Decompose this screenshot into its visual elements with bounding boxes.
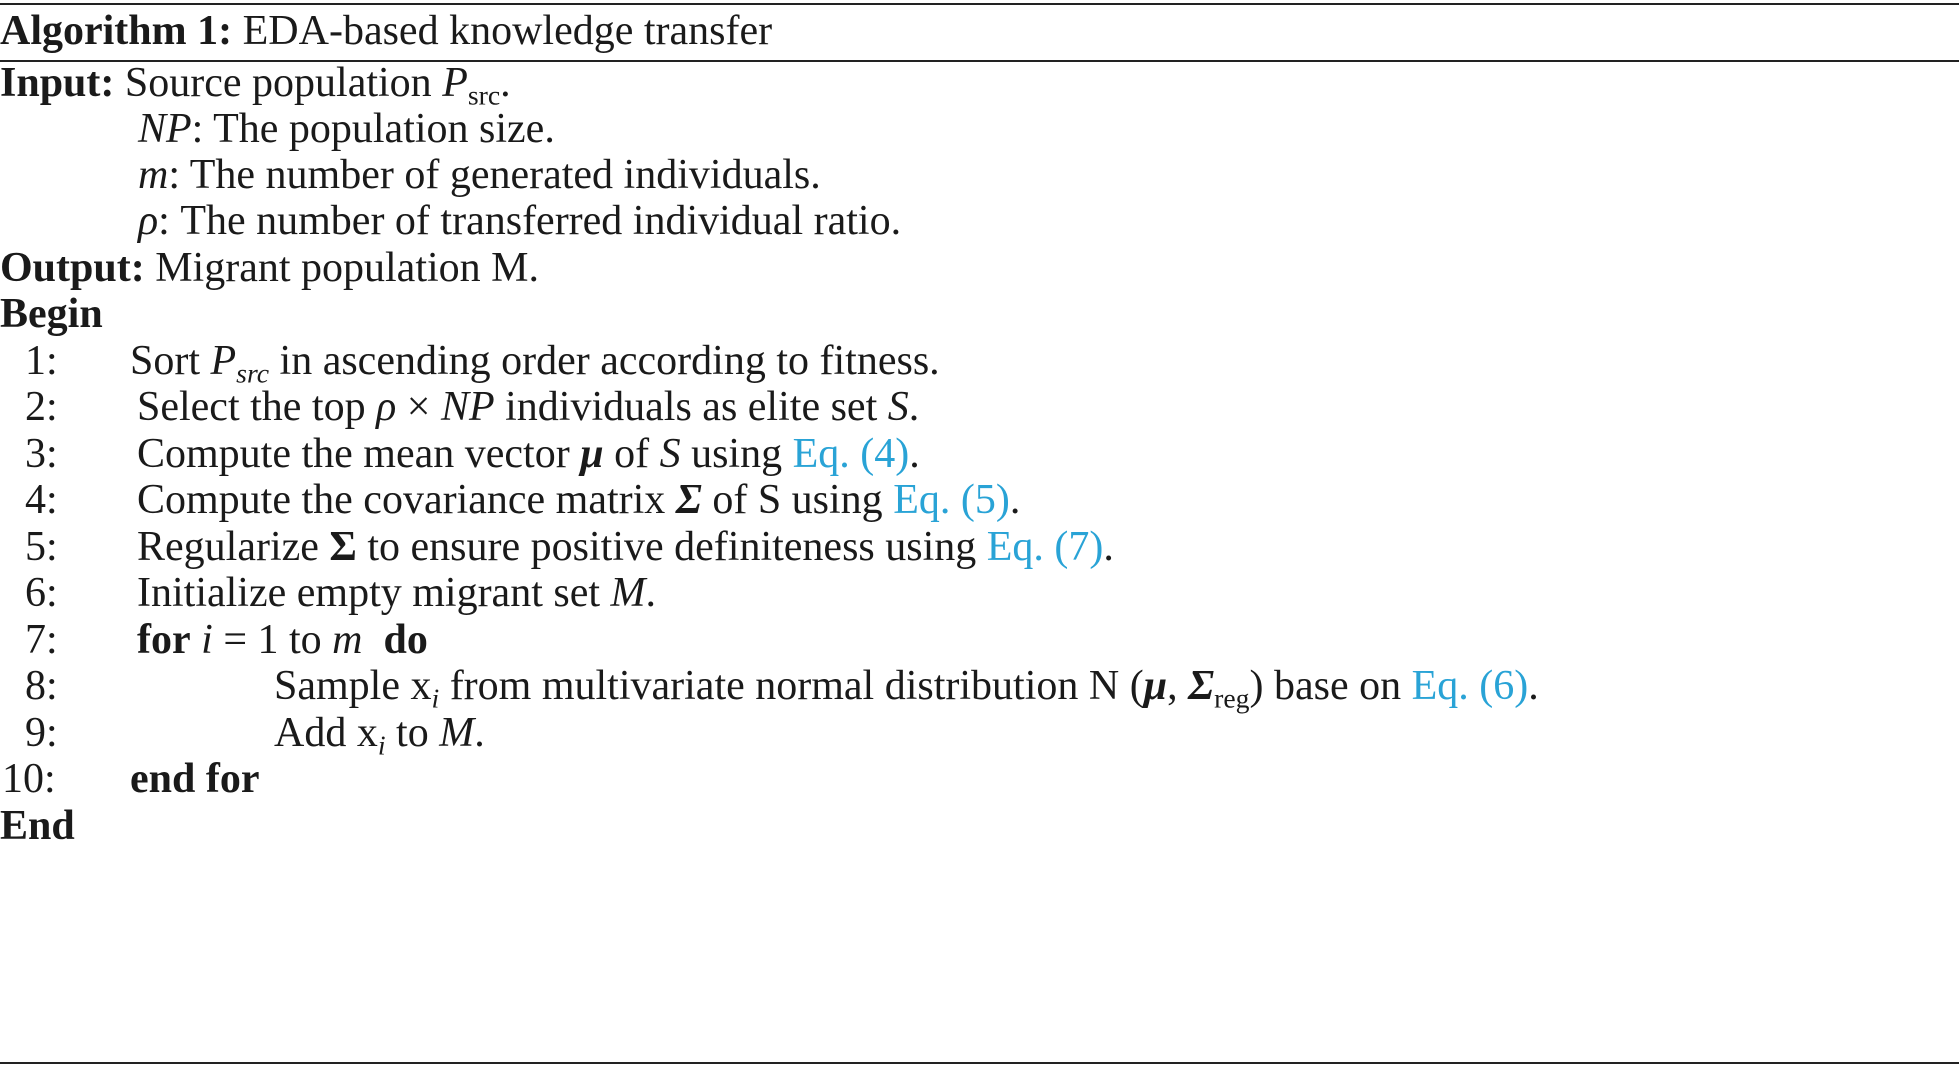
step-2: 2: Select the top ρ × NP individuals as elite set S. <box>25 384 920 430</box>
end-keyword: End <box>0 803 75 849</box>
do-keyword: do <box>383 617 428 663</box>
step-number: 2: <box>25 384 58 430</box>
step-number: 3: <box>25 431 58 477</box>
top-rule <box>0 3 1959 5</box>
step-number: 5: <box>25 524 58 570</box>
sigma-symbol: Σ <box>1188 663 1215 709</box>
step-10 <box>0 754 1959 804</box>
input-line: Input: Source population $P_{src}$. <box>0 60 511 111</box>
param-np: NP: The population size. <box>138 106 555 152</box>
step-number: 1: <box>25 338 58 384</box>
sigma-symbol: Σ <box>675 477 702 523</box>
for-keyword: for <box>137 617 191 663</box>
algorithm-label: Algorithm 1: <box>0 8 233 54</box>
step-6: 6: Initialize empty migrant set M. <box>25 570 657 616</box>
step-number: 10: <box>2 756 56 802</box>
step-4: 4: Compute the covariance matrix Σ of S using Eq. (5). <box>25 477 1021 523</box>
output-line: Output: Migrant population M. <box>0 245 540 291</box>
sigma-symbol: Σ <box>329 524 357 570</box>
step-1: 1: Sort $P_{src}$ in ascending order according to fitness. <box>25 338 940 389</box>
algorithm-header <box>0 6 772 56</box>
param-rho: ρ: The number of transferred individual ratio. <box>138 198 902 244</box>
bottom-rule <box>0 1062 1959 1064</box>
mu-symbol: μ <box>580 431 604 477</box>
step-8: 8: Sample $x_i$ from multivariate normal distribution N (μ, $\Sigma_{reg}$) base on Eq. (6). <box>25 663 1539 714</box>
step-number: 7: <box>25 617 58 663</box>
step-number: 8: <box>25 663 58 709</box>
input-label: Input: <box>0 60 115 106</box>
eq-4-link[interactable]: Eq. (4) <box>792 431 910 477</box>
step-number: 9: <box>25 710 58 756</box>
step-7: 7: for i = 1 to m do <box>25 617 428 663</box>
output-label: Output: <box>0 245 145 291</box>
eq-5-link[interactable]: Eq. (5) <box>893 477 1010 523</box>
algorithm-title: EDA-based knowledge transfer <box>242 8 773 54</box>
begin-keyword: Begin <box>0 291 103 337</box>
step-number: 4: <box>25 477 58 523</box>
step-number: 6: <box>25 570 58 616</box>
mu-symbol: μ <box>1143 663 1168 709</box>
eq-7-link[interactable]: Eq. (7) <box>986 524 1104 570</box>
eq-6-link[interactable]: Eq. (6) <box>1411 663 1529 709</box>
step-3: 3: Compute the mean vector μ of S using Eq. (4). <box>25 431 920 477</box>
param-m: m: The number of generated individuals. <box>138 152 821 198</box>
end-for-keyword: end for <box>130 756 260 802</box>
step-5: 5: Regularize Σ to ensure positive definiteness using Eq. (7). <box>25 524 1114 570</box>
step-9: 9: Add $x_i$ to M. <box>25 710 485 761</box>
